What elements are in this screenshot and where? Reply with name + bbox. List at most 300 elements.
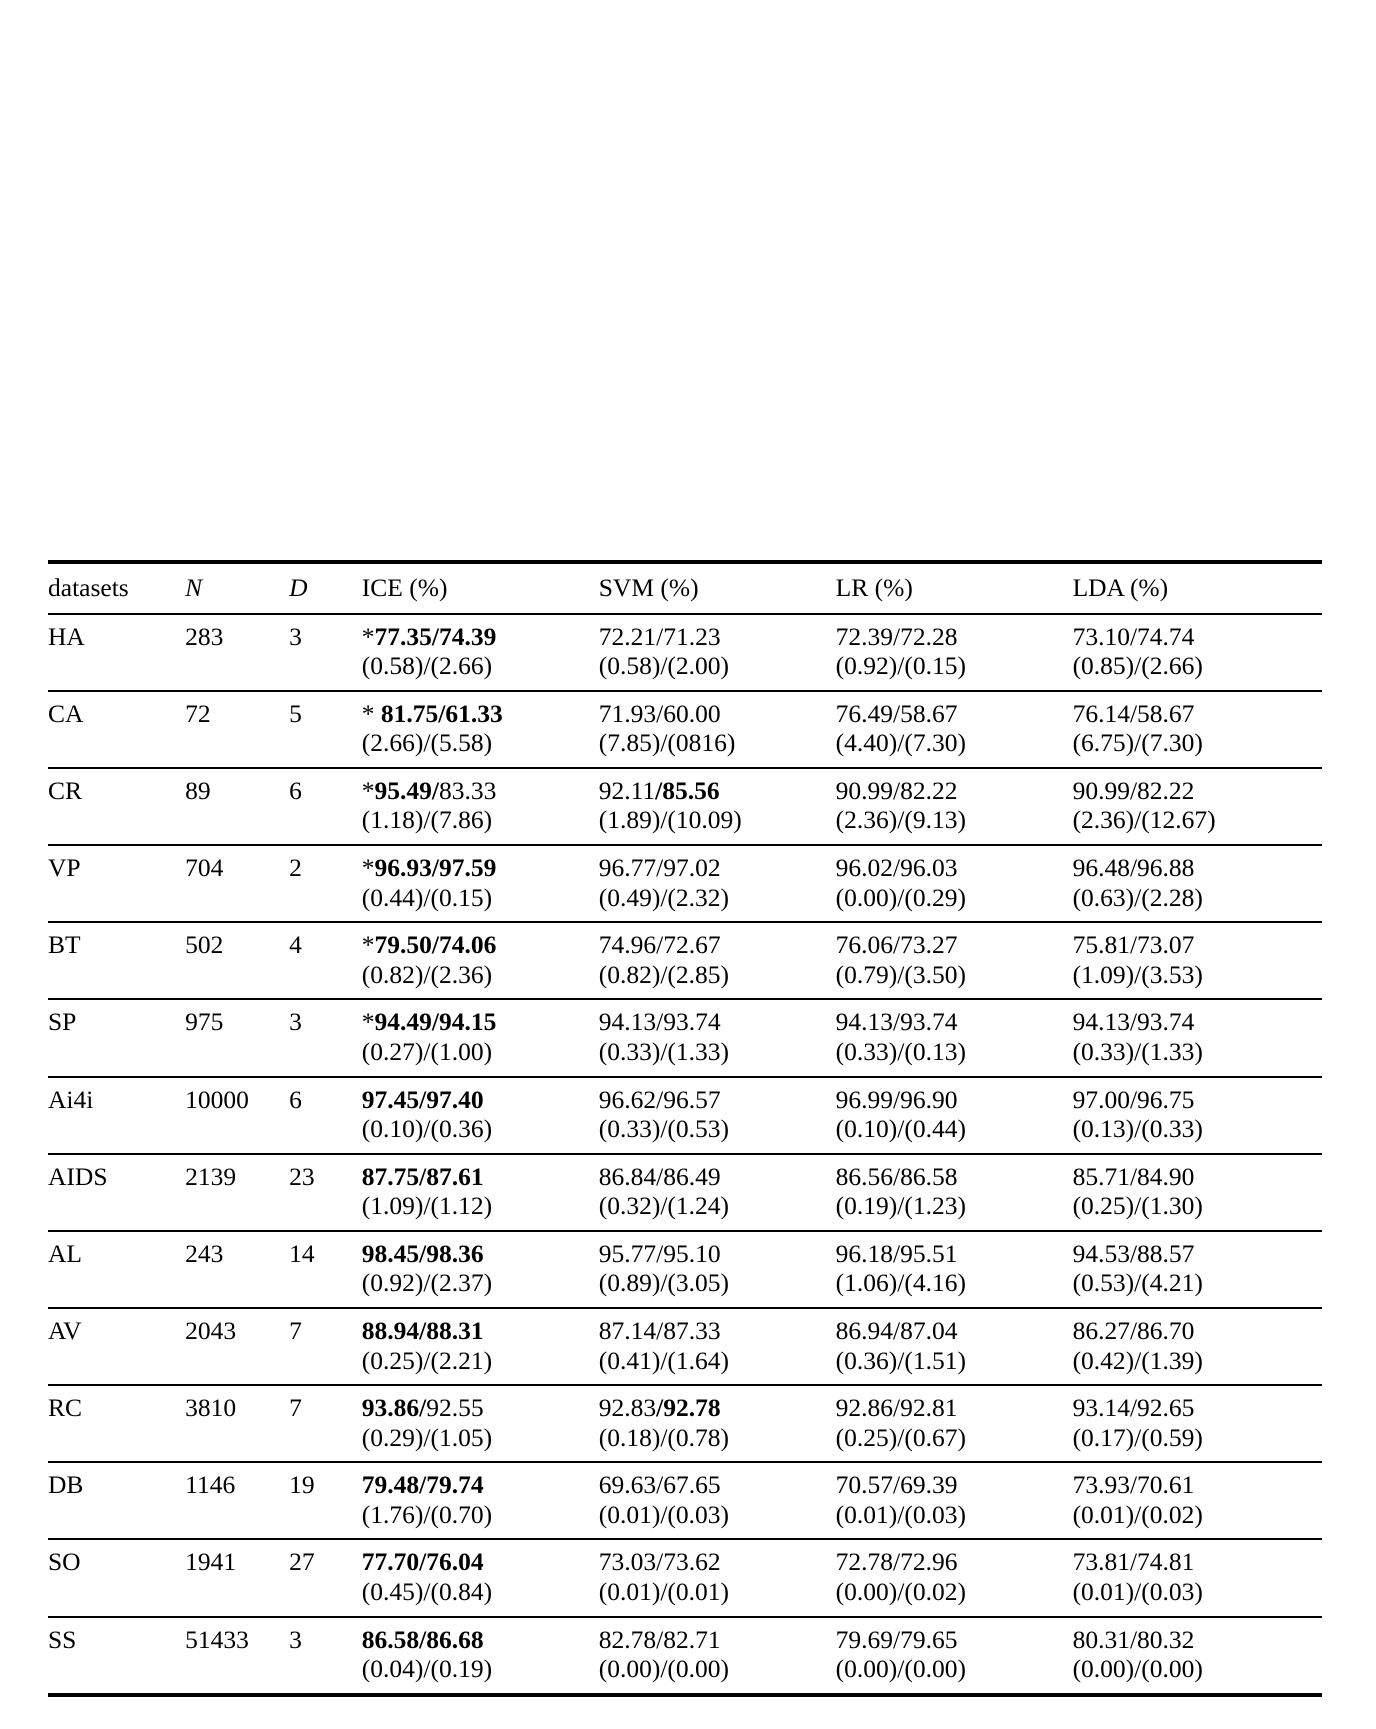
accuracy-pair <box>836 615 1073 652</box>
cell-ice <box>362 1077 599 1154</box>
cell-svm <box>599 1539 836 1616</box>
column-header-text: datasets <box>48 573 129 602</box>
accuracy-value-b: 84.90 <box>1137 1161 1195 1191</box>
table-row <box>48 922 1322 999</box>
accuracy-pair <box>362 1078 599 1115</box>
table-row <box>48 1308 1322 1385</box>
std-dev-pair: (0.44)/(0.15) <box>361 882 493 912</box>
accuracy-value-b: 79.74 <box>426 1470 484 1500</box>
spacer <box>48 1654 185 1693</box>
cell-dimension-count <box>289 614 362 691</box>
cell-dimension-count <box>289 999 362 1076</box>
column-header-text: LR (%) <box>835 573 913 602</box>
sample-count-value: 89 <box>185 775 211 805</box>
value-separator: / <box>438 698 446 728</box>
cell-lr <box>836 1154 1073 1231</box>
value-separator: / <box>656 1084 664 1114</box>
accuracy-value-a: 72.39 <box>835 621 894 651</box>
accuracy-value-a: 72.78 <box>835 1547 894 1577</box>
value-separator: / <box>419 1470 427 1500</box>
accuracy-value-a: 72.21 <box>598 621 657 651</box>
cell-dataset-name <box>48 1385 185 1462</box>
value-separator: / <box>656 698 664 728</box>
cell-dataset-name <box>48 1077 185 1154</box>
accuracy-pair <box>1073 1309 1322 1346</box>
cell-svm <box>599 1077 836 1154</box>
accuracy-value-b: 92.65 <box>1137 1393 1195 1423</box>
cell-lr <box>836 614 1073 691</box>
accuracy-value-b: 67.65 <box>663 1470 721 1500</box>
accuracy-value-b: 92.81 <box>900 1393 958 1423</box>
cell-dimension-count <box>289 1539 362 1616</box>
accuracy-value-a: 96.93 <box>374 853 432 883</box>
table-row <box>48 691 1322 768</box>
accuracy-pair <box>599 1155 836 1192</box>
cell-lr <box>836 845 1073 922</box>
accuracy-value-b: 95.51 <box>900 1238 958 1268</box>
cell-dimension-count <box>289 1617 362 1695</box>
accuracy-value-b: 60.00 <box>663 698 721 728</box>
value-separator: / <box>893 1315 901 1345</box>
cell-svm <box>599 1308 836 1385</box>
std-dev-pair: (1.76)/(0.70) <box>361 1499 493 1529</box>
accuracy-value-b: 96.57 <box>663 1084 721 1114</box>
accuracy-value-a: 88.94 <box>361 1315 420 1345</box>
accuracy-pair <box>599 1232 836 1269</box>
accuracy-value-b: 88.31 <box>426 1315 484 1345</box>
dimension-count-value: 6 <box>289 775 302 805</box>
sample-count-value: 243 <box>185 1238 224 1268</box>
cell-ice <box>362 845 599 922</box>
table-row <box>48 1385 1322 1462</box>
cell-dimension-count <box>289 922 362 999</box>
accuracy-value-b: 96.90 <box>900 1084 958 1114</box>
value-separator: / <box>655 775 663 805</box>
accuracy-pair <box>599 1618 836 1655</box>
accuracy-pair <box>599 923 836 960</box>
accuracy-value-b: 93.74 <box>1137 1007 1195 1037</box>
table-row <box>48 1154 1322 1231</box>
cell-dimension-count <box>289 1308 362 1385</box>
table-header <box>48 562 1322 614</box>
accuracy-value-b: 86.58 <box>900 1161 958 1191</box>
value-separator: / <box>1129 1007 1138 1037</box>
accuracy-value-b: 73.07 <box>1137 930 1195 960</box>
std-dev-pair: (0.00)/(0.02) <box>835 1577 966 1607</box>
cell-sample-count <box>185 1539 289 1616</box>
dataset-label: AIDS <box>48 1161 108 1191</box>
table-body <box>48 614 1322 1695</box>
std-dev-pair: (1.89)/(10.09) <box>598 805 742 835</box>
std-dev-pair: (1.18)/(7.86) <box>361 805 493 835</box>
accuracy-pair <box>362 692 599 729</box>
sample-count-value: 72 <box>185 698 211 728</box>
spacer <box>289 1268 362 1307</box>
accuracy-value-b: 72.67 <box>663 930 721 960</box>
std-dev-pair: (0.27)/(1.00) <box>361 1036 493 1066</box>
accuracy-value-b: 98.36 <box>426 1238 484 1268</box>
cell-ice <box>362 768 599 845</box>
spacer <box>289 1191 362 1230</box>
dimension-count-value: 5 <box>289 698 302 728</box>
accuracy-value-a: 86.27 <box>1072 1315 1130 1345</box>
value-separator: / <box>419 1238 427 1268</box>
accuracy-pair <box>836 1463 1073 1500</box>
value-separator: / <box>893 930 901 960</box>
std-dev-pair: (0.04)/(0.19) <box>361 1654 493 1684</box>
accuracy-value-a: 97.45 <box>361 1084 420 1114</box>
spacer <box>48 1423 185 1462</box>
cell-sample-count <box>185 1231 289 1308</box>
accuracy-value-b: 74.81 <box>1137 1547 1195 1577</box>
dataset-label: RC <box>48 1393 83 1423</box>
significance-asterisk: * <box>361 853 375 883</box>
accuracy-value-b: 96.88 <box>1137 853 1195 883</box>
accuracy-value-a: 77.35 <box>374 621 432 651</box>
value-separator: / <box>893 1084 901 1114</box>
spacer <box>185 1423 289 1462</box>
cell-dataset-name <box>48 845 185 922</box>
sample-count-value: 51433 <box>185 1624 249 1654</box>
accuracy-pair <box>1073 1078 1322 1115</box>
dimension-count-value: 14 <box>289 1238 315 1268</box>
value-separator: / <box>1129 698 1138 728</box>
cell-sample-count <box>185 691 289 768</box>
value-separator: / <box>656 1470 664 1500</box>
spacer <box>48 960 185 999</box>
value-separator: / <box>656 1624 664 1654</box>
column-header-n <box>185 562 289 614</box>
spacer <box>185 728 289 767</box>
dataset-label: CR <box>48 775 83 805</box>
accuracy-value-b: 88.57 <box>1137 1238 1195 1268</box>
std-dev-pair: (0.58)/(2.66) <box>361 651 493 681</box>
accuracy-value-b: 86.70 <box>1137 1315 1195 1345</box>
std-dev-pair: (0.82)/(2.36) <box>361 959 493 989</box>
value-separator: / <box>893 1547 901 1577</box>
dimension-count-value: 3 <box>289 1624 302 1654</box>
dataset-label: AV <box>48 1315 82 1345</box>
accuracy-value-a: 74.96 <box>598 930 657 960</box>
value-separator: / <box>893 1238 901 1268</box>
std-dev-pair: (0.17)/(0.59) <box>1072 1422 1203 1452</box>
accuracy-value-a: 76.14 <box>1072 698 1130 728</box>
value-separator: / <box>431 930 440 960</box>
accuracy-pair <box>836 1540 1073 1577</box>
cell-ice <box>362 1308 599 1385</box>
std-dev-pair: (0.92)/(0.15) <box>835 651 966 681</box>
spacer <box>185 1500 289 1539</box>
cell-lr <box>836 691 1073 768</box>
cell-lda <box>1073 691 1322 768</box>
spacer <box>185 1654 289 1693</box>
std-dev-pair: (0.32)/(1.24) <box>598 1191 730 1221</box>
spacer <box>185 651 289 690</box>
sample-count-value: 502 <box>185 930 224 960</box>
accuracy-pair <box>599 1078 836 1115</box>
cell-svm <box>599 1462 836 1539</box>
std-dev-pair: (4.40)/(7.30) <box>835 728 966 758</box>
sample-count-value: 704 <box>185 853 224 883</box>
cell-sample-count <box>185 1462 289 1539</box>
accuracy-value-a: 92.83 <box>598 1393 657 1423</box>
spacer <box>48 883 185 922</box>
std-dev-pair: (0.25)/(2.21) <box>361 1345 493 1375</box>
std-dev-pair: (0.10)/(0.44) <box>835 1114 966 1144</box>
accuracy-value-a: 90.99 <box>1072 775 1130 805</box>
cell-sample-count <box>185 614 289 691</box>
accuracy-value-a: 71.93 <box>598 698 657 728</box>
accuracy-value-a: 90.99 <box>835 775 894 805</box>
accuracy-pair <box>362 1155 599 1192</box>
accuracy-pair <box>362 1463 599 1500</box>
dimension-count-value: 19 <box>289 1470 315 1500</box>
spacer <box>185 1114 289 1153</box>
value-separator: / <box>893 1161 901 1191</box>
value-separator: / <box>656 1547 664 1577</box>
bottom-rule <box>48 1695 1322 1697</box>
std-dev-pair: (0.00)/(0.00) <box>835 1654 966 1684</box>
value-separator: / <box>656 853 664 883</box>
accuracy-value-a: 87.14 <box>598 1315 657 1345</box>
cell-lda <box>1073 1617 1322 1695</box>
value-separator: / <box>656 1393 664 1423</box>
accuracy-value-a: 96.62 <box>598 1084 657 1114</box>
accuracy-pair <box>836 692 1073 729</box>
std-dev-pair: (0.00)/(0.29) <box>835 882 966 912</box>
accuracy-pair <box>1073 1000 1322 1037</box>
accuracy-pair <box>362 1309 599 1346</box>
std-dev-pair: (6.75)/(7.30) <box>1072 728 1203 758</box>
std-dev-pair: (0.33)/(0.53) <box>598 1114 730 1144</box>
significance-asterisk: * <box>361 775 375 805</box>
accuracy-value-b: 69.39 <box>900 1470 958 1500</box>
accuracy-value-a: 73.81 <box>1072 1547 1130 1577</box>
column-header-d <box>289 562 362 614</box>
cell-dataset-name <box>48 1462 185 1539</box>
significance-asterisk: * <box>361 698 381 728</box>
column-header-text: ICE (%) <box>361 573 448 602</box>
column-header-svm <box>599 562 836 614</box>
accuracy-value-a: 95.49 <box>374 775 432 805</box>
spacer <box>48 1268 185 1307</box>
spacer <box>48 1500 185 1539</box>
accuracy-value-a: 86.56 <box>835 1161 894 1191</box>
cell-dimension-count <box>289 1154 362 1231</box>
accuracy-pair <box>362 846 599 883</box>
value-separator: / <box>419 1161 427 1191</box>
accuracy-pair <box>362 615 599 652</box>
std-dev-pair: (0.33)/(1.33) <box>1072 1036 1203 1066</box>
sample-count-value: 975 <box>185 1007 224 1037</box>
cell-dimension-count <box>289 845 362 922</box>
accuracy-value-b: 74.74 <box>1137 621 1195 651</box>
cell-dataset-name <box>48 691 185 768</box>
accuracy-pair <box>1073 615 1322 652</box>
accuracy-value-b: 73.27 <box>900 930 958 960</box>
column-header-ice <box>362 562 599 614</box>
accuracy-pair <box>1073 846 1322 883</box>
cell-ice <box>362 999 599 1076</box>
cell-lr <box>836 1539 1073 1616</box>
value-separator: / <box>1129 775 1138 805</box>
cell-svm <box>599 1617 836 1695</box>
accuracy-value-a: 80.31 <box>1072 1624 1130 1654</box>
cell-ice <box>362 1617 599 1695</box>
accuracy-pair <box>836 1618 1073 1655</box>
value-separator: / <box>893 1624 901 1654</box>
std-dev-pair: (0.36)/(1.51) <box>835 1345 966 1375</box>
accuracy-value-a: 94.13 <box>1072 1007 1130 1037</box>
value-separator: / <box>1129 621 1138 651</box>
sample-count-value: 283 <box>185 621 224 651</box>
std-dev-pair: (0.58)/(2.00) <box>598 651 730 681</box>
accuracy-pair <box>836 1078 1073 1115</box>
accuracy-value-b: 74.06 <box>439 930 497 960</box>
accuracy-pair <box>1073 1386 1322 1423</box>
cell-svm <box>599 999 836 1076</box>
cell-lr <box>836 1308 1073 1385</box>
std-dev-pair: (0.25)/(1.30) <box>1072 1191 1203 1221</box>
spacer <box>185 1037 289 1076</box>
spacer <box>48 1577 185 1616</box>
value-separator: / <box>1129 1470 1138 1500</box>
column-header-text: SVM (%) <box>598 573 699 602</box>
accuracy-value-a: 94.13 <box>835 1007 894 1037</box>
cell-lr <box>836 1462 1073 1539</box>
spacer <box>48 651 185 690</box>
accuracy-value-a: 98.45 <box>361 1238 420 1268</box>
accuracy-value-b: 82.71 <box>663 1624 721 1654</box>
value-separator: / <box>893 621 901 651</box>
std-dev-pair: (0.53)/(4.21) <box>1072 1268 1203 1298</box>
spacer <box>289 651 362 690</box>
accuracy-pair <box>1073 1463 1322 1500</box>
value-separator: / <box>1129 1547 1138 1577</box>
dataset-label: SS <box>48 1624 77 1654</box>
accuracy-value-b: 58.67 <box>900 698 958 728</box>
accuracy-value-b: 74.39 <box>439 621 497 651</box>
std-dev-pair: (0.10)/(0.36) <box>361 1114 493 1144</box>
value-separator: / <box>656 1161 664 1191</box>
table-footer <box>48 1695 1322 1697</box>
accuracy-value-b: 96.75 <box>1137 1084 1195 1114</box>
cell-lr <box>836 1385 1073 1462</box>
table-row <box>48 768 1322 845</box>
accuracy-pair <box>362 1540 599 1577</box>
cell-sample-count <box>185 1077 289 1154</box>
dataset-label: SO <box>48 1547 81 1577</box>
cell-svm <box>599 1154 836 1231</box>
sample-count-value: 2139 <box>185 1161 237 1191</box>
accuracy-value-a: 79.48 <box>361 1470 420 1500</box>
std-dev-pair: (0.42)/(1.39) <box>1072 1345 1203 1375</box>
cell-dimension-count <box>289 1462 362 1539</box>
cell-sample-count <box>185 999 289 1076</box>
accuracy-pair <box>599 692 836 729</box>
dimension-count-value: 23 <box>289 1161 315 1191</box>
cell-lda <box>1073 999 1322 1076</box>
cell-lda <box>1073 922 1322 999</box>
value-separator: / <box>1129 1238 1138 1268</box>
cell-dataset-name <box>48 1308 185 1385</box>
std-dev-pair: (0.85)/(2.66) <box>1072 651 1203 681</box>
accuracy-value-a: 96.48 <box>1072 853 1130 883</box>
value-separator: / <box>1129 1315 1138 1345</box>
accuracy-value-b: 82.22 <box>1137 775 1195 805</box>
std-dev-pair: (0.19)/(1.23) <box>835 1191 966 1221</box>
sample-count-value: 3810 <box>185 1393 237 1423</box>
cell-svm <box>599 845 836 922</box>
table-row <box>48 999 1322 1076</box>
cell-lda <box>1073 1077 1322 1154</box>
value-separator: / <box>1129 1084 1138 1114</box>
std-dev-pair: (2.36)/(12.67) <box>1072 805 1216 835</box>
std-dev-pair: (1.06)/(4.16) <box>835 1268 966 1298</box>
value-separator: / <box>419 1393 427 1423</box>
cell-svm <box>599 614 836 691</box>
accuracy-value-a: 76.06 <box>835 930 894 960</box>
accuracy-value-b: 82.22 <box>900 775 958 805</box>
accuracy-value-a: 96.02 <box>835 853 894 883</box>
accuracy-pair <box>1073 1232 1322 1269</box>
dataset-label: CA <box>48 698 84 728</box>
std-dev-pair: (0.01)/(0.03) <box>1072 1577 1203 1607</box>
significance-asterisk: * <box>361 1007 375 1037</box>
std-dev-pair: (0.33)/(1.33) <box>598 1036 730 1066</box>
bottom-rule-cell <box>48 1695 1322 1697</box>
accuracy-pair <box>1073 692 1322 729</box>
accuracy-value-a: 96.18 <box>835 1238 894 1268</box>
accuracy-pair <box>362 1386 599 1423</box>
spacer <box>289 1423 362 1462</box>
accuracy-value-b: 61.33 <box>445 698 503 728</box>
std-dev-pair: (0.01)/(0.03) <box>835 1499 966 1529</box>
significance-asterisk: * <box>361 930 375 960</box>
accuracy-value-b: 96.03 <box>900 853 958 883</box>
accuracy-value-b: 85.56 <box>662 775 720 805</box>
table-row <box>48 1077 1322 1154</box>
dimension-count-value: 7 <box>289 1393 302 1423</box>
value-separator: / <box>431 621 440 651</box>
dataset-label: HA <box>48 621 85 651</box>
cell-dataset-name <box>48 999 185 1076</box>
value-separator: / <box>893 1470 901 1500</box>
accuracy-value-a: 94.49 <box>374 1007 432 1037</box>
cell-lr <box>836 1077 1073 1154</box>
std-dev-pair: (0.41)/(1.64) <box>598 1345 730 1375</box>
cell-dimension-count <box>289 1077 362 1154</box>
accuracy-pair <box>362 1232 599 1269</box>
accuracy-value-a: 77.70 <box>361 1547 420 1577</box>
dimension-count-value: 4 <box>289 930 302 960</box>
accuracy-value-a: 92.11 <box>598 775 656 805</box>
value-separator: / <box>419 1547 427 1577</box>
accuracy-value-b: 86.49 <box>663 1161 721 1191</box>
cell-dataset-name <box>48 1539 185 1616</box>
dimension-count-value: 3 <box>289 1007 302 1037</box>
value-separator: / <box>656 1007 664 1037</box>
spacer <box>289 960 362 999</box>
cell-ice <box>362 691 599 768</box>
accuracy-value-a: 73.03 <box>598 1547 657 1577</box>
cell-sample-count <box>185 1154 289 1231</box>
spacer <box>289 883 362 922</box>
dimension-count-value: 6 <box>289 1084 302 1114</box>
accuracy-value-a: 81.75 <box>380 698 439 728</box>
accuracy-value-a: 86.84 <box>598 1161 657 1191</box>
cell-lda <box>1073 614 1322 691</box>
